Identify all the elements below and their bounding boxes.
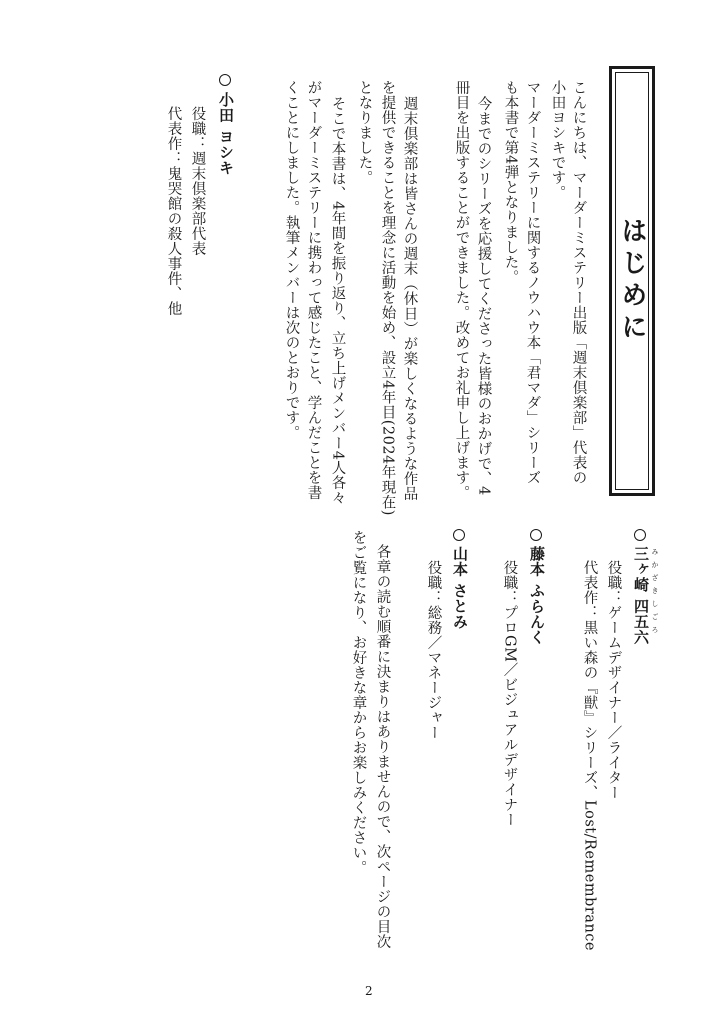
member-works: 代表作：鬼哭館の殺人事件、他 bbox=[165, 106, 182, 316]
member-name: 藤本 ふらんく bbox=[528, 546, 546, 645]
intro-line: くことにしました。執筆メンバーは次のとおりです。 bbox=[283, 80, 300, 440]
page-number: 2 bbox=[365, 984, 373, 998]
intro-line: がマーダーミステリーに携わって感じたこと、学んだことを書 bbox=[305, 80, 322, 500]
member-role: 役職：ゲームデザイナー／ライター bbox=[605, 560, 622, 800]
intro-line: 小田ヨシキです。 bbox=[549, 80, 566, 200]
intro-line: こんにちは、マーダーミステリー出版「週末倶楽部」代表の bbox=[570, 80, 587, 485]
intro-line: 今までのシリーズを応援してくださった皆様のおかげで、4 bbox=[475, 96, 492, 496]
member-role: 役職：総務／マネージャー bbox=[425, 560, 442, 740]
intro-line: マーダーミステリーに関するノウハウ本「君マダ」シリーズ bbox=[524, 80, 541, 485]
member-works: 代表作：黒い森の『獣』シリーズ、Lost/Remembrance bbox=[581, 560, 598, 951]
closing-line: をご覧になり、お好きな章からお楽しみください。 bbox=[350, 530, 367, 875]
circle-bullet-icon bbox=[453, 529, 465, 541]
member-name: 小田 ヨシキ bbox=[217, 92, 235, 176]
page-title: はじめに bbox=[617, 217, 647, 345]
circle-bullet-icon bbox=[219, 74, 231, 86]
title-box bbox=[609, 66, 655, 496]
member-name: 三ヶ崎 四五六 bbox=[632, 546, 650, 645]
intro-line: そこで本書は、4年間を振り返り、立ち上げメンバー4人各々 bbox=[329, 96, 346, 506]
circle-bullet-icon bbox=[530, 529, 542, 541]
intro-line: も本書で第4弾となりました。 bbox=[502, 80, 519, 285]
intro-line: となりました。 bbox=[356, 80, 373, 185]
intro-line: 冊目を出版することができました。改めてお礼申し上げます。 bbox=[453, 80, 470, 500]
closing-line: 各章の読む順番に決まりはありませんので、次ページの目次 bbox=[374, 544, 391, 949]
member-ruby: みかざきしごろ bbox=[651, 548, 659, 639]
circle-bullet-icon bbox=[634, 529, 646, 541]
intro-line: 週末倶楽部は皆さんの週末（休日）が楽しくなるような作品 bbox=[401, 96, 418, 501]
member-name: 山本 さとみ bbox=[451, 546, 469, 630]
member-role: 役職：週末倶楽部代表 bbox=[189, 106, 206, 256]
intro-line: を提供できることを理念に活動を始め、設立4年目(2024年現在) bbox=[379, 80, 396, 516]
member-role: 役職：プロGM／ビジュアルデザイナー bbox=[501, 560, 518, 828]
